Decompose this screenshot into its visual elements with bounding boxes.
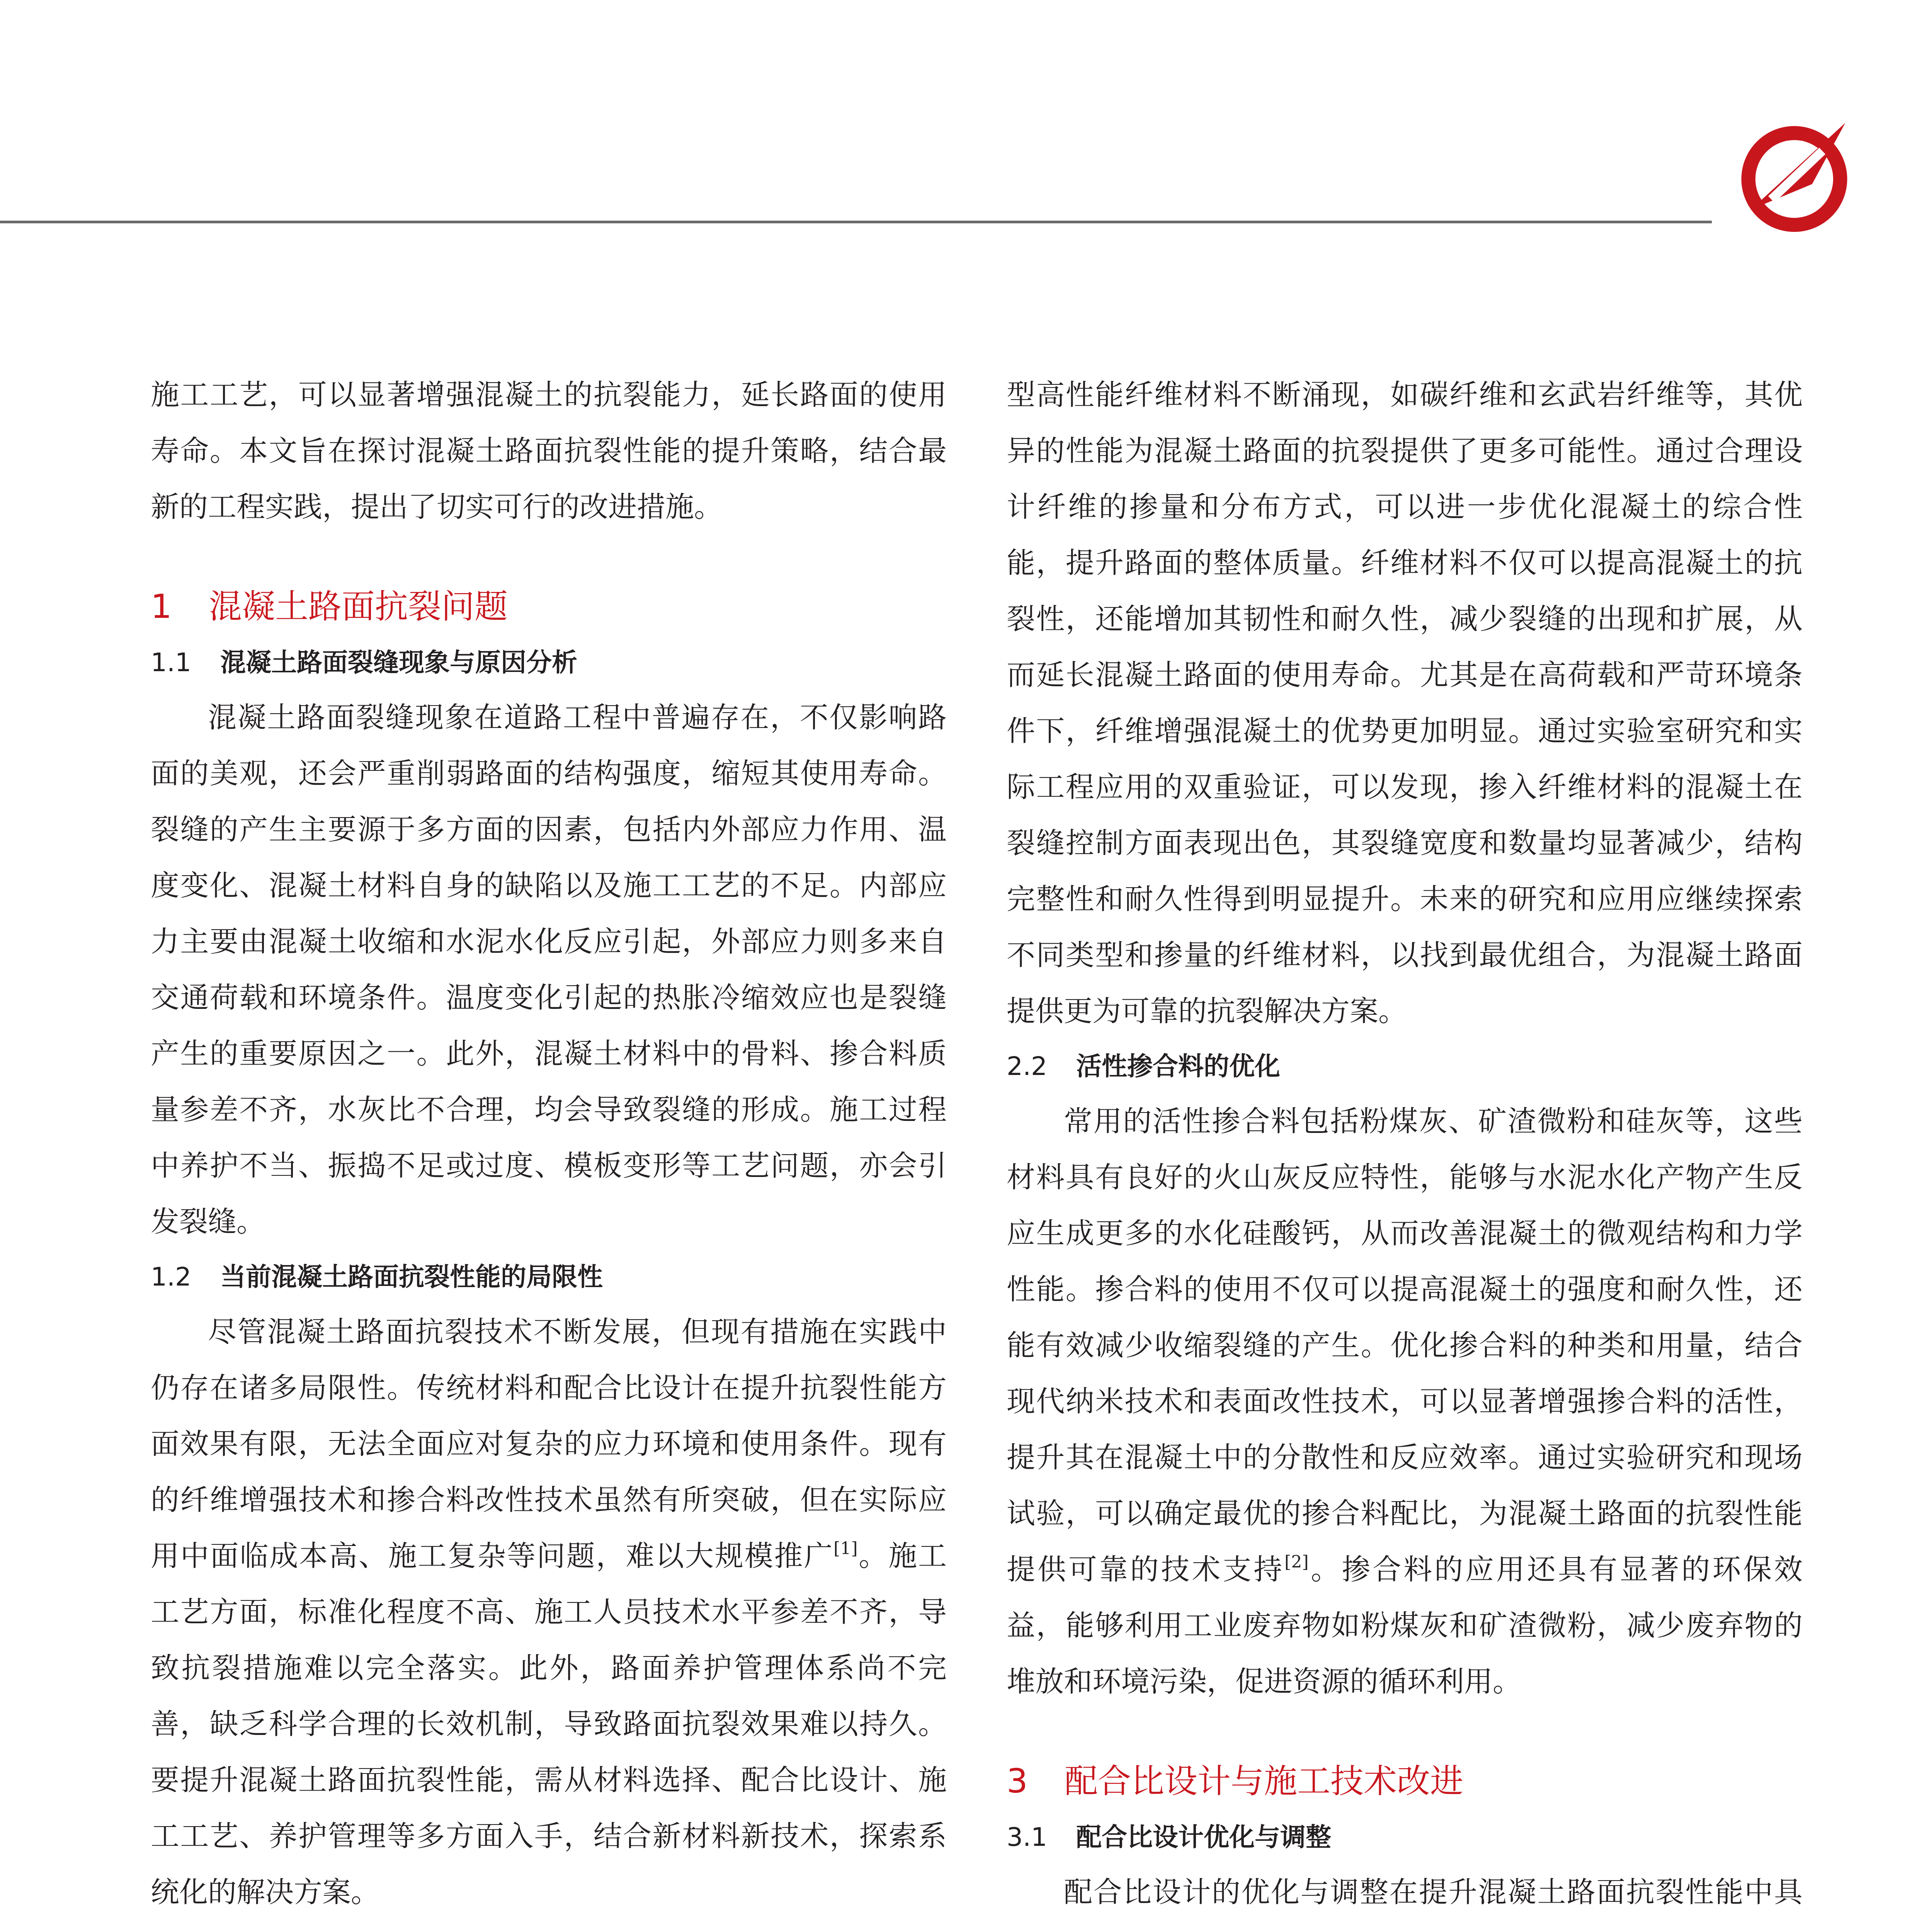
- subsection-heading-1-2: 1.2 当前混凝土路面抗裂性能的局限性: [151, 1262, 603, 1292]
- paragraph-3-1: 配合比设计的优化与调整在提升混凝土路面抗裂性能中具: [1064, 1876, 1803, 1909]
- paragraph-2-2: 常用的活性掺合料包括粉煤灰、矿渣微粉和硅灰等，这些材料具有良好的火山灰反应特性，能够与水泥水化产物产生反应生成更多的水化硅酸钙，从而改善混凝土的微观结构和力学性能。掺合料的使用不仅可以提高混凝土的强度和耐久性，还能有效减少收缩裂缝的产生。优化掺合料的种类和用量，结合现代纳米技术和表面改性技术，可以显著增强掺合料的活性，提升其在混凝土中的分散性和反应效率。通过实验研究和现场试验，可以确定最优的掺合料配比，为混凝土路面的抗裂性能提供可靠的技术支持[2]。掺合料的应用还具有显著的环保效益，能够利用工业废弃物如粉煤灰和矿渣微粉，减少废弃物的堆放和环境污染，促进资源的循环利用。: [1007, 1105, 1803, 1698]
- section-heading-3: 3 配合比设计与施工技术改进: [1007, 1762, 1463, 1801]
- paragraph-1-1: 混凝土路面裂缝现象在道路工程中普遍存在，不仅影响路面的美观，还会严重削弱路面的结构强度，缩短其使用寿命。裂缝的产生主要源于多方面的因素，包括内外部应力作用、温度变化、混凝土材料自身的缺陷以及施工工艺的不足。内部应力主要由混凝土收缩和水泥水化反应引起，外部应力则多来自交通荷载和环境条件。温度变化引起的热胀冷缩效应也是裂缝产生的重要原因之一。此外，混凝土材料中的骨料、掺合料质量参差不齐，水灰比不合理，均会导致裂缝的形成。施工过程中养护不当、振捣不足或过度、模板变形等工艺问题，亦会引发裂缝。: [151, 701, 947, 1238]
- paragraph-1-2: 尽管混凝土路面抗裂技术不断发展，但现有措施在实践中仍存在诸多局限性。传统材料和配合比设计在提升抗裂性能方面效果有限，无法全面应对复杂的应力环境和使用条件。现有的纤维增强技术和掺合料改性技术虽然有所突破，但在实际应用中面临成本高、施工复杂等问题，难以大规模推广[1]。施工工艺方面，标准化程度不高、施工人员技术水平参差不齐，导致抗裂措施难以完全落实。此外，路面养护管理体系尚不完善，缺乏科学合理的长效机制，导致路面抗裂效果难以持久。要提升混凝土路面抗裂性能，需从材料选择、配合比设计、施工工艺、养护管理等多方面入手，结合新材料新技术，探索系统化的解决方案。: [151, 1315, 947, 1909]
- subsection-heading-1-1: 1.1 混凝土路面裂缝现象与原因分析: [151, 648, 577, 677]
- citation-1[interactable]: [1]: [833, 1539, 858, 1558]
- subsection-heading-2-2: 2.2 活性掺合料的优化: [1007, 1051, 1280, 1081]
- paragraph-2-1-continued: 型高性能纤维材料不断涌现，如碳纤维和玄武岩纤维等，其优异的性能为混凝土路面的抗裂提供了更多可能性。通过合理设计纤维的掺量和分布方式，可以进一步优化混凝土的综合性能，提升路面的整体质量。纤维材料不仅可以提高混凝土的抗裂性，还能增加其韧性和耐久性，减少裂缝的出现和扩展，从而延长混凝土路面的使用寿命。尤其是在高荷载和严苛环境条件下，纤维增强混凝土的优势更加明显。通过实验室研究和实际工程应用的双重验证，可以发现，掺入纤维材料的混凝土在裂缝控制方面表现出色，其裂缝宽度和数量均显著减少，结构完整性和耐久性得到明显提升。未来的研究和应用应继续探索不同类型和掺量的纤维材料，以找到最优组合，为混凝土路面提供更为可靠的抗裂解决方案。: [1007, 378, 1803, 1028]
- subsection-heading-3-1: 3.1 配合比设计优化与调整: [1007, 1822, 1331, 1852]
- section-heading-1: 1 混凝土路面抗裂问题: [151, 587, 508, 626]
- intro-paragraph: 施工工艺，可以显著增强混凝土的抗裂能力，延长路面的使用寿命。本文旨在探讨混凝土路面抗裂性能的提升策略，结合最新的工程实践，提出了切实可行的改进措施。: [151, 378, 947, 524]
- citation-2[interactable]: [2]: [1284, 1552, 1309, 1572]
- journal-logo-icon: [1733, 110, 1861, 238]
- left-column: [151, 367, 947, 1932]
- header-rule: [0, 221, 1712, 223]
- right-column: [1007, 367, 1803, 1932]
